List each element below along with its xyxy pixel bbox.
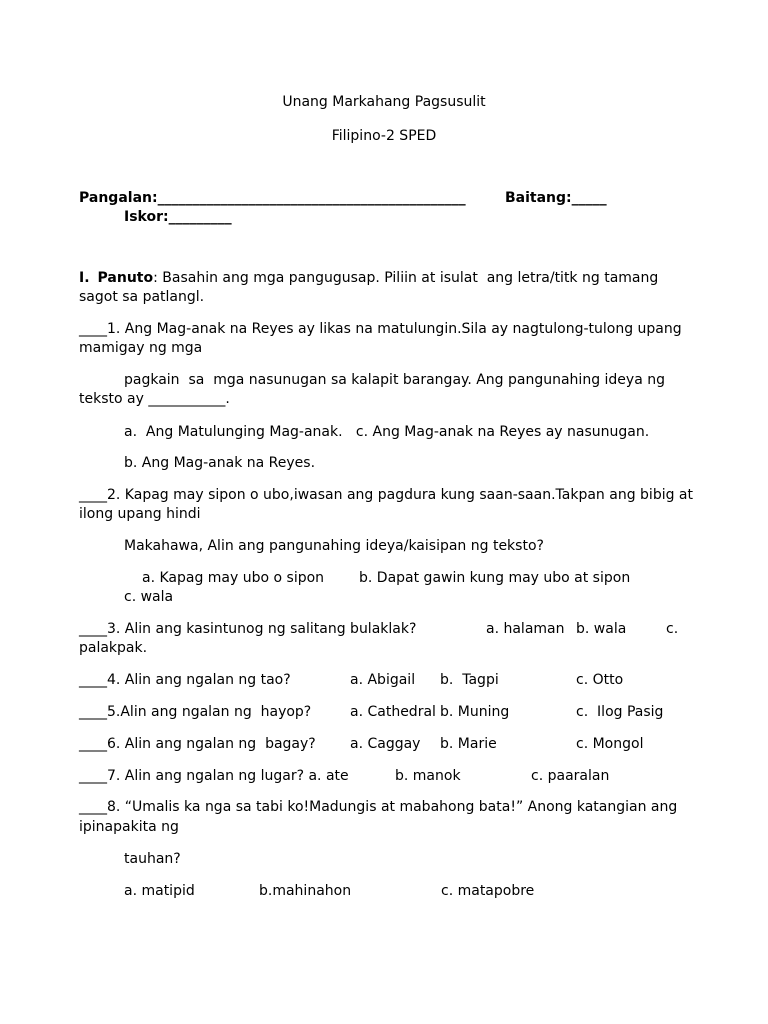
q8-line-1: ____8. “Umalis ka nga sa tabi ko!Madungis at mabahong bata!” Anong katangian ang <box>79 799 678 815</box>
baitang-field <box>505 189 607 207</box>
iskor-blank: _________ <box>168 209 232 225</box>
q2-line-1: ____2. Kapag may sipon o ubo,iwasan ang pagdura kung saan-saan.Takpan ang bibig at <box>79 487 693 503</box>
instruction-line-2: sagot sa patlangl. <box>79 289 205 305</box>
q4-stem: ____4. Alin ang ngalan ng tao? <box>79 672 291 688</box>
q2-line-2: ilong upang hindi <box>79 506 201 522</box>
exam-title: Unang Markahang Pagsusulit <box>282 94 486 110</box>
q4-choice-b: b. Tagpi <box>440 672 499 688</box>
q1-choices-1: a. Ang Matulunging Mag-anak. c. Ang Mag-anak na Reyes ay nasunugan. <box>124 424 650 440</box>
q3-stem: ____3. Alin ang kasintunog ng salitang bulaklak? <box>79 621 417 637</box>
pangalan-field <box>79 189 466 207</box>
baitang-label: Baitang: <box>505 190 572 206</box>
q2-choice-b: b. Dapat gawin kung may ubo at sipon <box>359 570 631 586</box>
q3-choice-c: c. <box>666 621 679 637</box>
q6-choice-a: a. Caggay <box>350 736 421 752</box>
instruction-line-1 <box>79 269 658 287</box>
q6-choice-c: c. Mongol <box>576 736 644 752</box>
q5-choice-b: b. Muning <box>440 704 510 720</box>
q8-line-3: tauhan? <box>124 851 181 867</box>
q5-choice-c: c. Ilog Pasig <box>576 704 664 720</box>
exam-subtitle: Filipino-2 SPED <box>331 128 437 144</box>
section-numeral: I. <box>79 270 90 286</box>
q3-choice-a: a. halaman <box>486 621 565 637</box>
q1-line-4: teksto ay ___________. <box>79 391 230 407</box>
q8-choice-a: a. matipid <box>124 883 195 899</box>
q8-choice-c: c. matapobre <box>441 883 535 899</box>
pangalan-blank: ____________________________________________ <box>157 190 466 206</box>
q1-line-3: pagkain sa mga nasunugan sa kalapit barangay. Ang pangunahing ideya ng <box>124 372 665 388</box>
q1-line-2: mamigay ng mga <box>79 340 203 356</box>
q4-choice-c: c. Otto <box>576 672 624 688</box>
q8-line-2: ipinapakita ng <box>79 819 179 835</box>
instruction-text: : Basahin ang mga pangugusap. Piliin at isulat ang letra/titk ng tamang <box>153 270 659 286</box>
q7-stem: ____7. Alin ang ngalan ng lugar? a. ate <box>79 768 349 784</box>
q5-stem: ____5.Alin ang ngalan ng hayop? <box>79 704 312 720</box>
q2-line-3: Makahawa, Alin ang pangunahing ideya/kaisipan ng teksto? <box>124 538 544 554</box>
q5-choice-a: a. Cathedral <box>350 704 436 720</box>
q8-choice-b: b.mahinahon <box>259 883 352 899</box>
panuto-label: Panuto <box>97 270 154 286</box>
q7-choice-b: b. manok <box>395 768 461 784</box>
iskor-label: Iskor: <box>124 209 169 225</box>
q1-choices-2: b. Ang Mag-anak na Reyes. <box>124 455 316 471</box>
baitang-blank: _____ <box>571 190 607 206</box>
q6-stem: ____6. Alin ang ngalan ng bagay? <box>79 736 316 752</box>
q2-choice-a: a. Kapag may ubo o sipon <box>142 570 325 586</box>
q7-choice-c: c. paaralan <box>531 768 610 784</box>
q2-choice-c: c. wala <box>124 589 174 605</box>
q4-choice-a: a. Abigail <box>350 672 416 688</box>
iskor-field <box>124 208 232 226</box>
pangalan-label: Pangalan: <box>79 190 158 206</box>
q3-choice-c-cont: palakpak. <box>79 640 148 656</box>
q6-choice-b: b. Marie <box>440 736 497 752</box>
q1-line-1: ____1. Ang Mag-anak na Reyes ay likas na matulungin.Sila ay nagtulong-tulong upang <box>79 321 682 337</box>
q3-choice-b: b. wala <box>576 621 627 637</box>
